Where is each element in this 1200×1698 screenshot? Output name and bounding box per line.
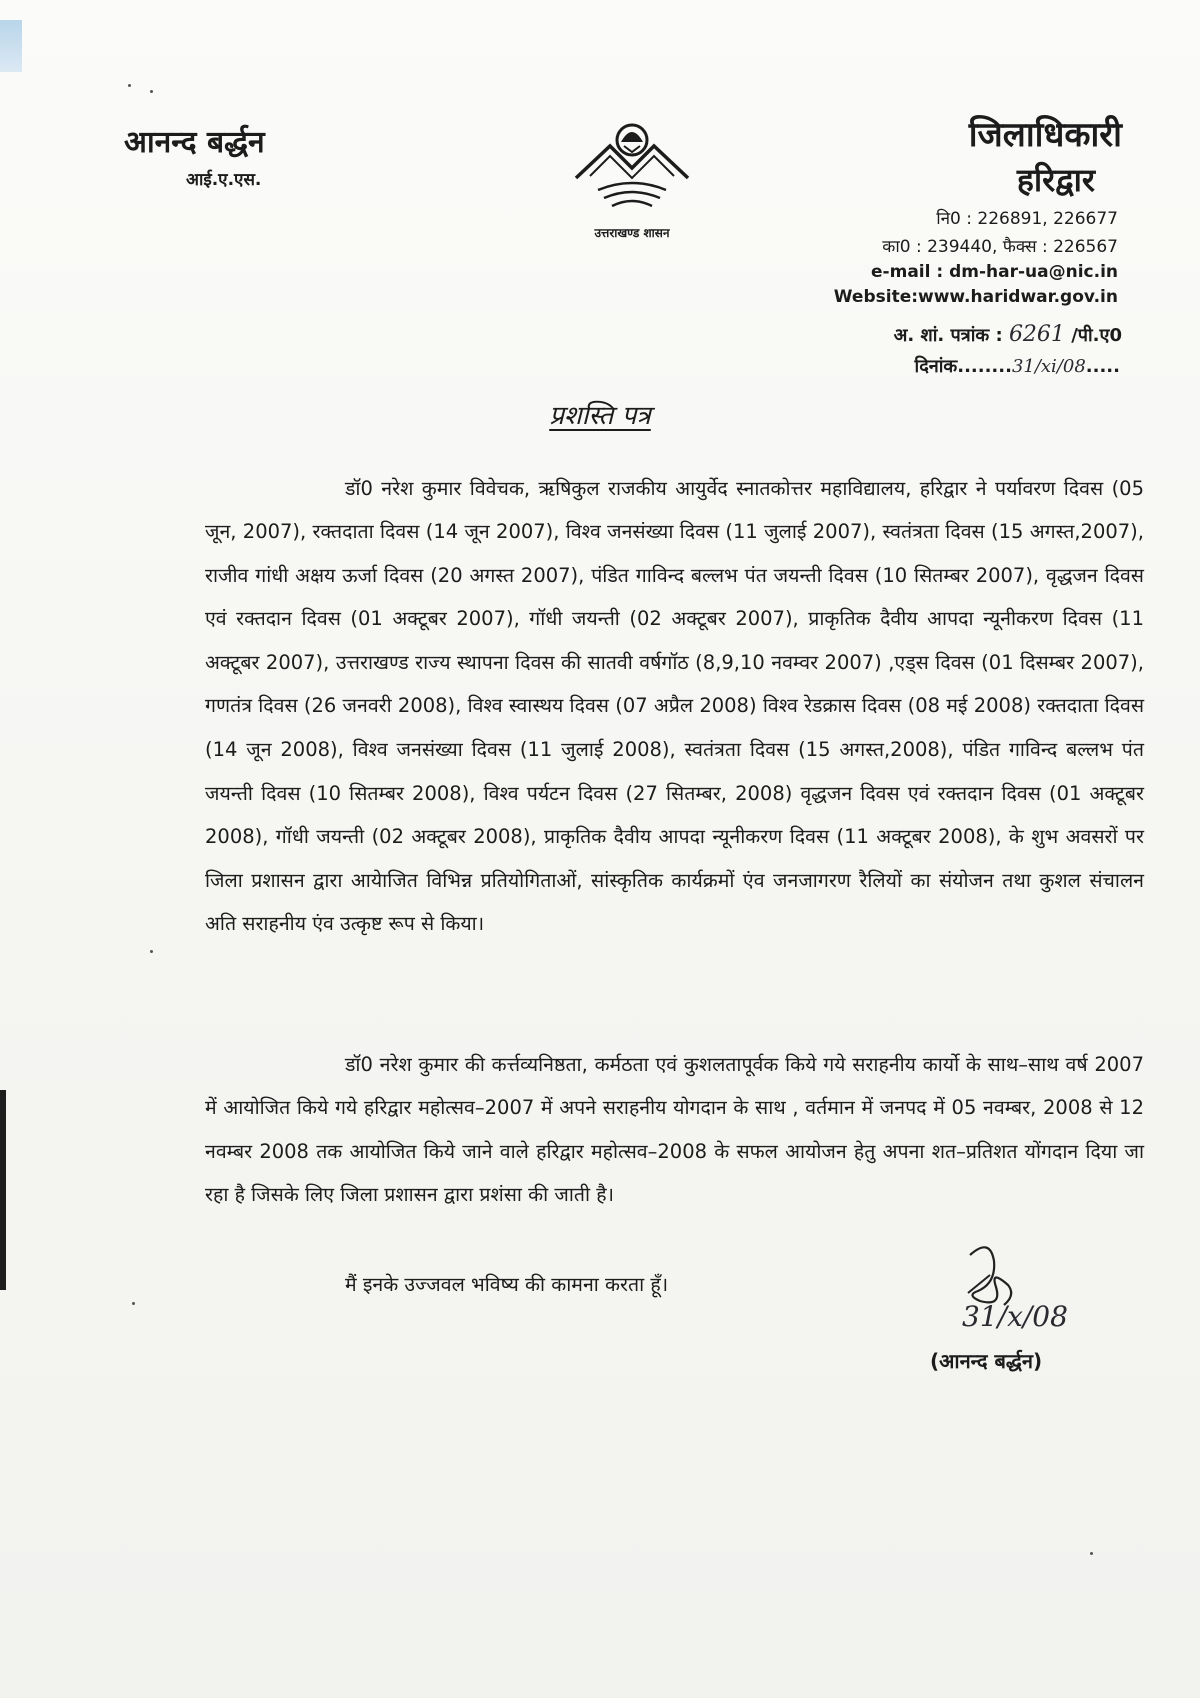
date-value: 31/xi/08 bbox=[1011, 356, 1086, 377]
emblem-caption: उत्तराखण्ड शासन bbox=[594, 226, 670, 240]
ref-suffix: /पी.ए0 bbox=[1071, 325, 1122, 346]
scan-speck bbox=[128, 84, 131, 87]
scan-speck bbox=[150, 950, 153, 953]
paragraph-achievements: डॉ0 नरेश कुमार विवेचक, ऋषिकुल राजकीय आयुर्वेद स्नातकोत्तर महाविद्यालय, हरिद्वार ने पर्यावरण दिवस (05 जून, 2007), रक्तदाता दिवस (14 जून 2007), विश्व जनसंख्या दिवस (11 जुलाई 2007), स्वतंत्रता दिवस (15 अगस्त,2007), राजीव गांधी अक्षय ऊर्जा दिवस (20 अगस्त 2007), पंडित गाविन्द बल्लभ पंत जयन्ती दिवस (10 सितम्बर 2007), वृद्धजन दिवस एवं रक्तदान दिवस (01 अक्टूबर 2007), गॉधी जयन्ती (02 अक्टूबर 2007), प्राकृतिक दैवीय आपदा न्यूनीकरण दिवस (11 अक्टूबर 2007), उत्तराखण्ड राज्य स्थापना दिवस की सातवी वर्षगॉठ (8,9,10 नवम्वर 2007) ,एड्स दिवस (01 दिसम्बर 2007), गणतंत्र दिवस (26 जनवरी 2008), विश्व स्वास्थय दिवस (07 अप्रैल 2008) विश्व रेडक्रास दिवस (08 मई 2008) रक्तदाता दिवस (14 जून 2008), विश्व जनसंख्या दिवस (11 जुलाई 2008), स्वतंत्रता दिवस (15 अगस्त,2008), पंडित गाविन्द बल्लभ पंत जयन्ती दिवस (10 सितम्बर 2008), विश्व पर्यटन दिवस (27 सितम्बर, 2008) वृद्धजन दिवस एवं रक्तदान दिवस (01 अक्टूबर 2008), गॉधी जयन्ती (02 अक्टूबर 2008), प्राकृतिक दैवीय आपदा न्यूनीकरण दिवस (11 अक्टूबर 2008), के शुभ अवसरों पर जिला प्रशासन द्वारा आयेाजित विभिन्न प्रतियोगिताओं, सांस्कृतिक कार्यक्रमों एंव जनजागरण रैलियों का संयोजन तथा कुशल संचालन अति सराहनीय एंव उत्कृष्ट रूप से किया। bbox=[205, 476, 1144, 936]
signatory-name: (आनन्द बर्द्धन) bbox=[930, 1349, 1043, 1373]
officer-cadre: आई.ए.एस. bbox=[186, 170, 262, 190]
scan-speck bbox=[150, 90, 153, 93]
email-address: e-mail : dm-har-ua@nic.in bbox=[871, 262, 1118, 282]
document-title: प्रशस्ति पत्र bbox=[549, 401, 651, 431]
date-dots: ..... bbox=[1085, 356, 1120, 377]
uttarakhand-emblem-icon bbox=[572, 116, 692, 212]
paragraph-good-wishes: मैं इनके उज्जवल भविष्य की कामना करता हूँ। bbox=[345, 1272, 669, 1296]
office-title: जिलाधिकारी bbox=[968, 115, 1122, 155]
phone-office: का0 : 239440, फैक्स : 226567 bbox=[882, 237, 1118, 257]
ref-label: अ. शां. पत्रांक : bbox=[893, 325, 1003, 346]
date-label: दिनांक........ bbox=[914, 356, 1012, 377]
website-address: Website:www.haridwar.gov.in bbox=[833, 287, 1118, 307]
reference-line bbox=[894, 322, 1122, 347]
paragraph-appreciation: डॉ0 नरेश कुमार की कर्त्तव्यनिष्ठता, कर्मठता एवं कुशलतापूर्वक किये गये सराहनीय कार्यो के साथ–साथ वर्ष 2007 में आयोजित किये गये हरिद्वार महोत्सव–2007 में अपने सराहनीय योगदान के साथ , वर्तमान में जनपद में 05 नवम्बर, 2008 से 12 नवम्बर 2008 तक आयोजित किये जाने वाले हरिद्वार महोत्सव–2008 के सफल आयोजन हेतु अपना शत–प्रतिशत योंगदान दिया जा रहा है जिसके लिए जिला प्रशासन द्वारा प्रशंसा की जाती है। bbox=[205, 1052, 1144, 1207]
officer-name: आनन्द बर्द्धन bbox=[124, 125, 265, 160]
scan-corner-mark bbox=[0, 20, 22, 72]
scan-speck bbox=[1090, 1552, 1093, 1555]
date-line bbox=[915, 354, 1120, 378]
phone-residence: नि0 : 226891, 226677 bbox=[936, 209, 1118, 229]
signature-date: 31/x/08 bbox=[962, 1300, 1068, 1333]
scan-edge-mark bbox=[0, 1090, 6, 1290]
ref-number: 6261 bbox=[1008, 322, 1065, 347]
scan-speck bbox=[132, 1302, 135, 1305]
office-place: हरिद्वार bbox=[1016, 161, 1095, 199]
